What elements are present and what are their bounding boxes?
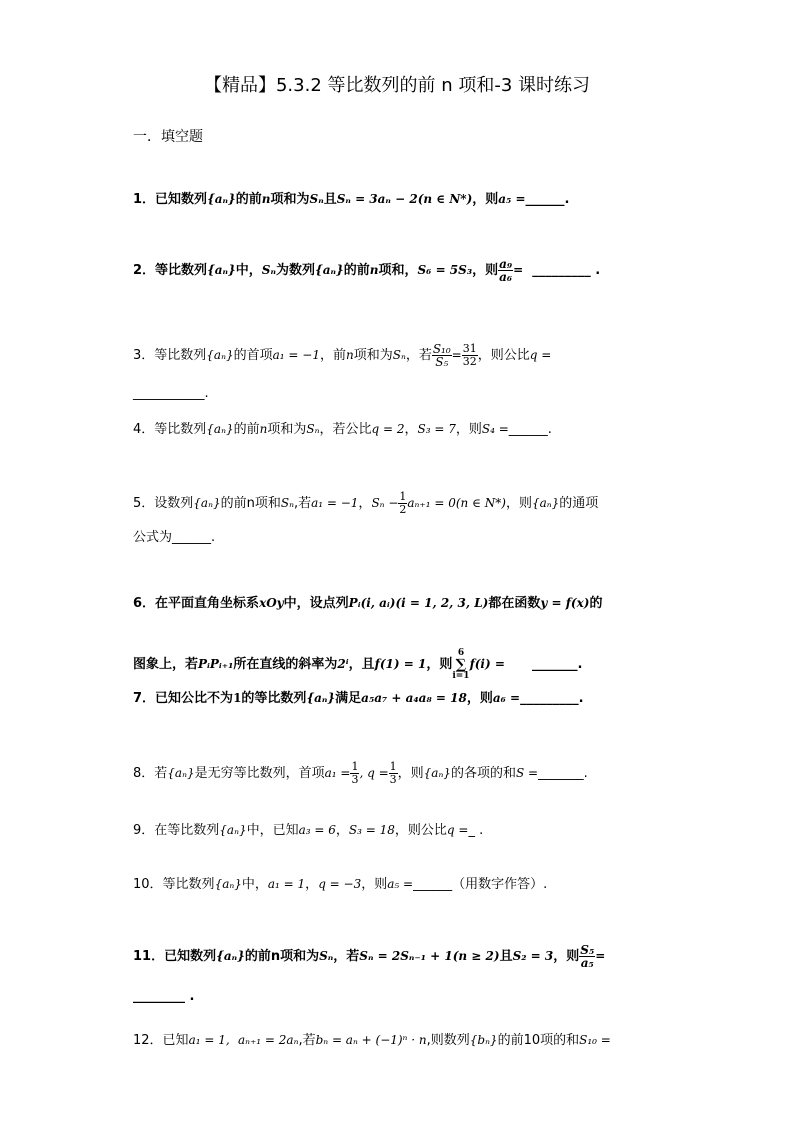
question-10: 10．等比数列{aₙ}中，a₁ = 1，q = −3，则a₅ =______（用数字作答）.: [133, 877, 548, 892]
answer-blank[interactable]: _________.: [520, 691, 584, 706]
question-3: 3．等比数列{aₙ}的首项a₁ = −1，前n项和为Sₙ，若 $\frac{\text{S₁₀}}{\text{S₅}}$ = $\frac{31}{32}$ ，则公比q = ___________.: [133, 336, 673, 413]
question-9: 9．在等比数列{aₙ}中，已知a₃ = 6，S₃ = 18，则公比q =_ .: [133, 823, 484, 838]
fraction: $\frac{31}{32}$: [462, 342, 477, 368]
question-2: 2．等比数列{aₙ}中，Sₙ为数列{aₙ}的前n项和，S₆ = 5S₃，则 $\frac{\text{a₉}}{\text{a₆}}$ = _________ .: [133, 257, 601, 284]
answer-blank[interactable]: ______.: [172, 530, 216, 545]
question-11: 11．已知数列{aₙ}的前n项和为Sₙ，若Sₙ = 2Sₙ₋₁ + 1(n ≥ 2)且S₂ = 3，则 $\frac{\text{S₅}}{\text{a₅}}$ = ________ .: [133, 936, 673, 1017]
answer-blank[interactable]: ________ .: [133, 989, 195, 1004]
section-heading: 一．填空题: [133, 129, 203, 145]
answer-blank[interactable]: _________ .: [532, 263, 601, 278]
answer-blank[interactable]: ______.: [508, 422, 552, 437]
answer-blank[interactable]: _______.: [532, 657, 583, 672]
answer-blank[interactable]: ______: [413, 877, 453, 892]
page-title: 【精品】5.3.2 等比数列的前 n 项和-3 课时练习: [203, 75, 591, 96]
question-6: 6．在平面直角坐标系xOy中，设点列Pᵢ(i, aᵢ)(i = 1, 2, 3, L)都在函数y = f(x)的 图象上，若PᵢPᵢ₊₁所在直线的斜率为2ⁱ，且f(1) = 1，则 6 ∑ i=1 f(i) = _______.: [133, 573, 673, 695]
question-8: 8．若{aₙ}是无穷等比数列，首项a₁ = $\frac{1}{3}$ , q = $\frac{1}{3}$ ，则{aₙ}的各项的和S =_______.: [133, 758, 673, 789]
answer-blank[interactable]: ___________.: [133, 386, 209, 401]
question-12: 12．已知a₁ = 1, aₙ₊₁ = 2aₙ,若bₙ = aₙ + (−1)ⁿ · n,则数列{bₙ}的前10项的和S₁₀ =: [133, 1033, 611, 1048]
question-5: 5．设数列{aₙ}的前n项和Sₙ,若a₁ = −1，Sₙ − $\frac{1}{2}$ aₙ₊₁ = 0(n ∈ N*)，则{aₙ}的通项 公式为______.: [133, 486, 673, 555]
question-7: 7．已知公比不为1的等比数列{aₙ}满足a₅a₇ + a₄a₈ = 18，则a₆ =_________.: [133, 691, 584, 706]
fraction: $\frac{1}{3}$: [389, 760, 397, 786]
fraction: $\frac{\text{S₅}}{\text{a₅}}$: [580, 943, 595, 970]
answer-blank[interactable]: ______.: [525, 192, 570, 207]
fraction: $\frac{\text{a₉}}{\text{a₆}}$: [499, 257, 513, 284]
answer-blank[interactable]: _______.: [538, 766, 588, 781]
fraction: $\frac{1}{2}$: [399, 490, 407, 516]
summation: 6 ∑ i=1: [452, 647, 470, 681]
question-1: 1．已知数列{aₙ}的前n项和为Sₙ且Sₙ = 3aₙ − 2(n ∈ N*)，则a₅ =______.: [133, 192, 570, 207]
fraction: $\frac{1}{3}$: [351, 760, 359, 786]
answer-blank[interactable]: _ .: [468, 823, 484, 838]
fraction: $\frac{\text{S₁₀}}{\text{S₅}}$: [432, 342, 451, 369]
question-4: 4．等比数列{aₙ}的前n项和为Sₙ，若公比q = 2，S₃ = 7，则S₄ =______.: [133, 422, 552, 437]
